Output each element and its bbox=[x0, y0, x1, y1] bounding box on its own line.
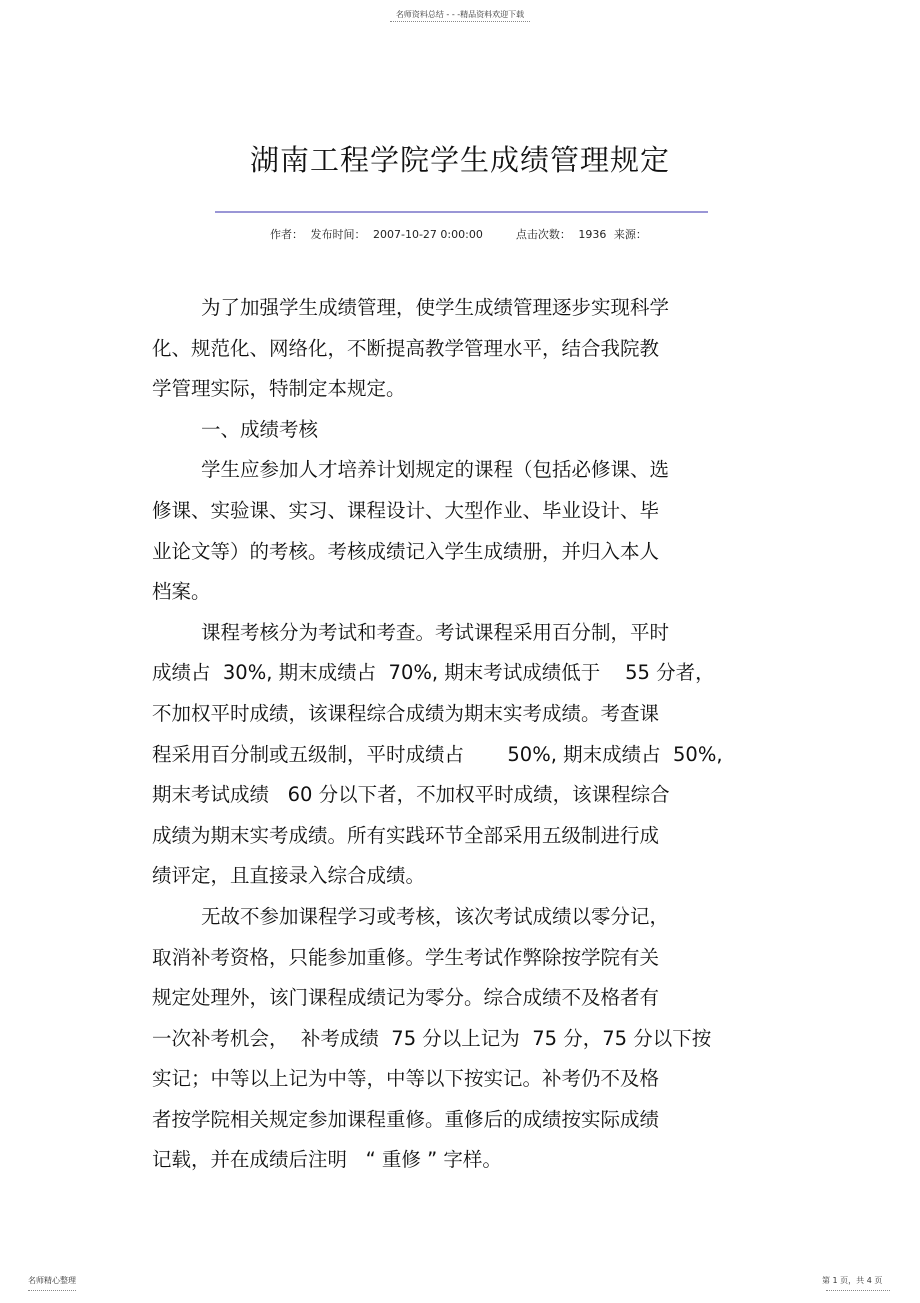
header-dotted-rule bbox=[390, 21, 530, 22]
article-body bbox=[152, 288, 782, 1181]
paragraph-line: 程采用百分制或五级制，平时成绩占 50%, 期末成绩占 50%, bbox=[152, 742, 723, 766]
author-label: 作者： bbox=[270, 228, 303, 241]
paragraph-line: 期末考试成绩 60 分以下者，不加权平时成绩，该课程综合 bbox=[152, 783, 670, 807]
page-header-text: 名师资料总结 - - -精品资料欢迎下载 bbox=[395, 10, 525, 19]
paragraph-line: 业论文等）的考核。考核成绩记入学生成绩册，并归入本人 bbox=[152, 539, 660, 563]
paragraph-line: 记载，并在成绩后注明 “ 重修 ” 字样。 bbox=[152, 1148, 502, 1172]
paragraph-line: 档案。 bbox=[152, 580, 211, 604]
paragraph-line: 成绩占 30%, 期末成绩占 70%, 期末考试成绩低于 55 分者， bbox=[152, 661, 715, 685]
paragraph-line: 学生应参加人才培养计划规定的课程（包括必修课、选 bbox=[201, 458, 670, 482]
paragraph-line: 取消补考资格，只能参加重修。学生考试作弊除按学院有关 bbox=[152, 945, 660, 969]
paragraph-line: 不加权平时成绩，该课程综合成绩为期末实考成绩。考查课 bbox=[152, 701, 660, 725]
click-count-value: 1936 bbox=[578, 228, 607, 241]
document-title: 湖南工程学院学生成绩管理规定 bbox=[249, 143, 670, 177]
source-label: 来源： bbox=[613, 228, 647, 241]
paragraph-line: 为了加强学生成绩管理，使学生成绩管理逐步实现科学 bbox=[201, 296, 670, 319]
footer-dotted-rule-right bbox=[826, 1290, 890, 1291]
paragraph-line: 无故不参加课程学习或考核，该次考试成绩以零分记， bbox=[201, 904, 670, 928]
paragraph-line: 化、规范化、网络化，不断提高教学管理水平，结合我院教 bbox=[152, 336, 660, 360]
paragraph-line: 一次补考机会， 补考成绩 75 分以上记为 75 分，75 分以下按 bbox=[152, 1026, 712, 1050]
paragraph-line: 者按学院相关规定参加课程重修。重修后的成绩按实际成绩 bbox=[152, 1107, 660, 1131]
paragraph-line: 绩评定，且直接录入综合成绩。 bbox=[152, 864, 426, 888]
paragraph-line: 实记；中等以上记为中等，中等以下按实记。补考仍不及格 bbox=[152, 1067, 660, 1091]
title-divider bbox=[215, 211, 708, 213]
paragraph-line: 课程考核分为考试和考查。考试课程采用百分制，平时 bbox=[201, 620, 670, 644]
paragraph-line: 学管理实际，特制定本规定。 bbox=[152, 377, 406, 401]
paragraph-line: 规定处理外，该门课程成绩记为零分。综合成绩不及格者有 bbox=[152, 986, 660, 1010]
footer-dotted-rule-left bbox=[28, 1290, 76, 1291]
section-heading: 一、成绩考核 bbox=[201, 417, 319, 441]
publish-time-label: 发布时间： bbox=[310, 228, 366, 241]
paragraph-line: 成绩为期末实考成绩。所有实践环节全部采用五级制进行成 bbox=[152, 823, 660, 847]
footer-left-text: 名师精心整理 bbox=[28, 1276, 76, 1285]
paragraph-line: 修课、实验课、实习、课程设计、大型作业、毕业设计、毕 bbox=[152, 498, 660, 522]
article-meta bbox=[270, 226, 690, 242]
page-number: 第 1 页，共 4 页 bbox=[822, 1276, 883, 1285]
click-count-label: 点击次数： bbox=[515, 228, 571, 241]
publish-time-value: 2007-10-27 0:00:00 bbox=[373, 228, 483, 241]
